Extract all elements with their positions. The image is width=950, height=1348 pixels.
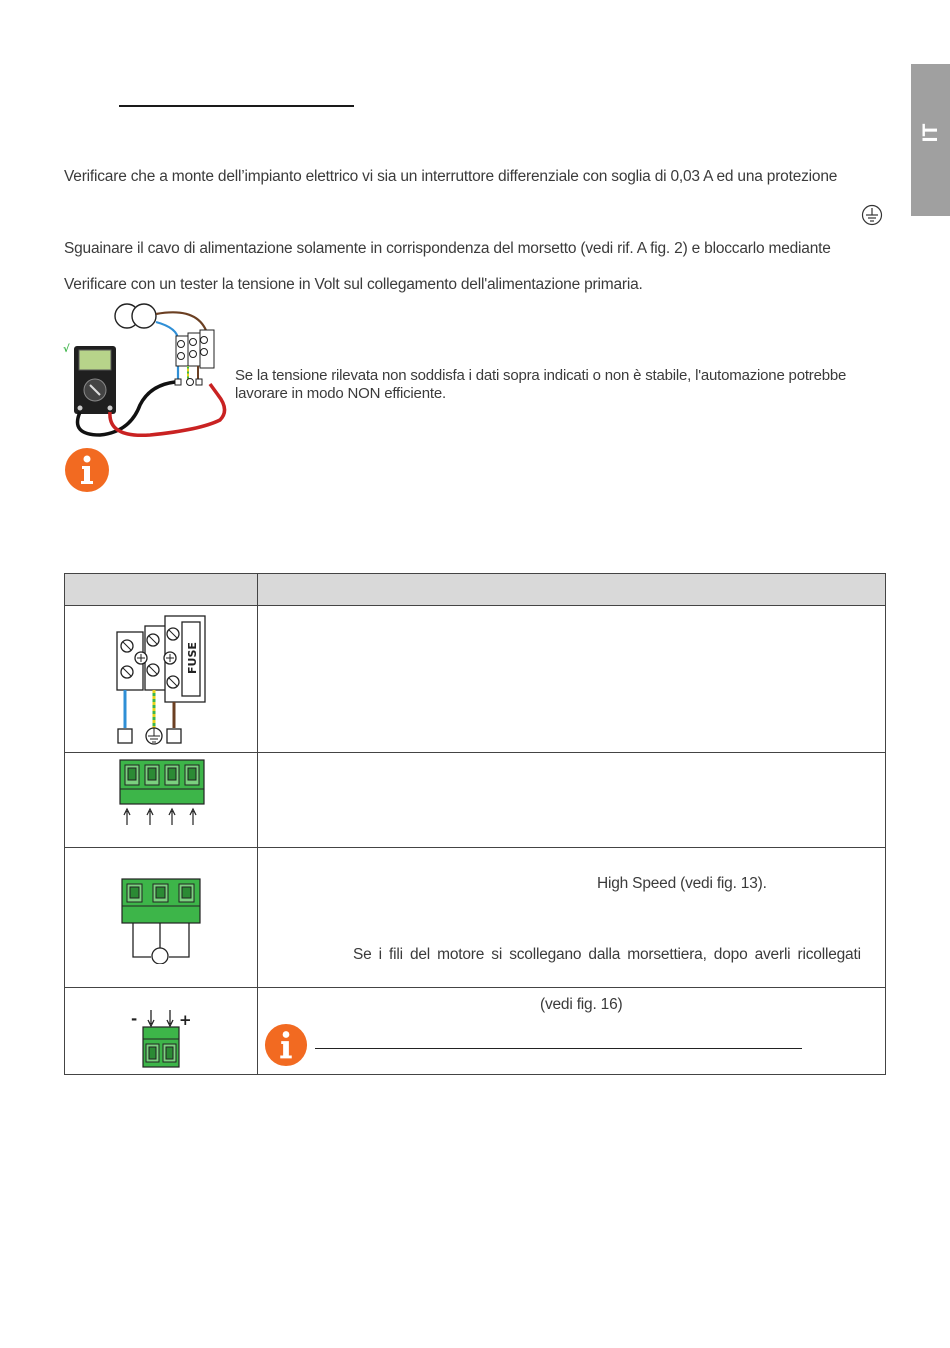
table-cell-image [65,606,258,753]
table-cell-image [65,848,258,988]
tester-note-line1: Se la tensione rilevata non soddisfa i dati sopra indicati o non è stabile, l'automazione potrebbe [235,367,847,384]
wiring-table [64,573,886,1075]
table-cell-text [258,753,886,848]
paragraph-rcd: Verificare che a monte dell’impianto elettrico vi sia un interruttore differenziale con soglia di 0,03 A ed una protezione [64,168,838,185]
fused-terminal-block-illustration [105,610,215,748]
table-cell-text [258,988,886,1075]
table-header-cell [258,574,886,606]
paragraph-strip-cable: Sguainare il cavo di alimentazione solamente in corrispondenza del morsetto (vedi rif. A fig. 2) e bloccarlo mediante [64,240,831,257]
table-cell-image [65,988,258,1075]
table-cell-text [258,848,886,988]
language-tab-label: IT [919,123,942,143]
terminal-4-pole-icon [119,759,205,829]
multimeter-check: √ [63,344,70,355]
info-icon [264,1023,308,1067]
info-icon [64,447,110,493]
multimeter-illustration [60,300,240,445]
plus-sign: + [179,1011,192,1029]
table-cell-text [258,606,886,753]
table-header-row [65,574,886,606]
language-tab [911,64,950,216]
terminal-2-pole-dc-icon [131,1010,193,1070]
note-underline [315,1048,802,1049]
table-header-cell [65,574,258,606]
section-heading-underline [119,105,354,107]
row4-text-fig16: (vedi fig. 16) [540,996,623,1013]
table-row [65,606,886,753]
table-row [65,848,886,988]
table-cell-image [65,753,258,848]
paragraph-tester: Verificare con un tester la tensione in Volt sul collegamento dell'alimentazione primaria. [64,276,643,293]
table-row [65,988,886,1075]
fuse-label: FUSE [186,642,199,674]
row3-text-highspeed: High Speed (vedi fig. 13). [597,875,767,892]
tester-note [235,367,846,403]
tester-note-line2: lavorare in modo NON efficiente. [235,385,446,402]
minus-sign: - [131,1010,138,1028]
row3-text-motor-wires: Se i fili del motore si scollegano dalla morsettiera, dopo averli ricollegati [353,946,861,963]
ground-symbol-icon [861,204,883,226]
terminal-3-pole-motor-icon [121,878,201,964]
table-row [65,753,886,848]
